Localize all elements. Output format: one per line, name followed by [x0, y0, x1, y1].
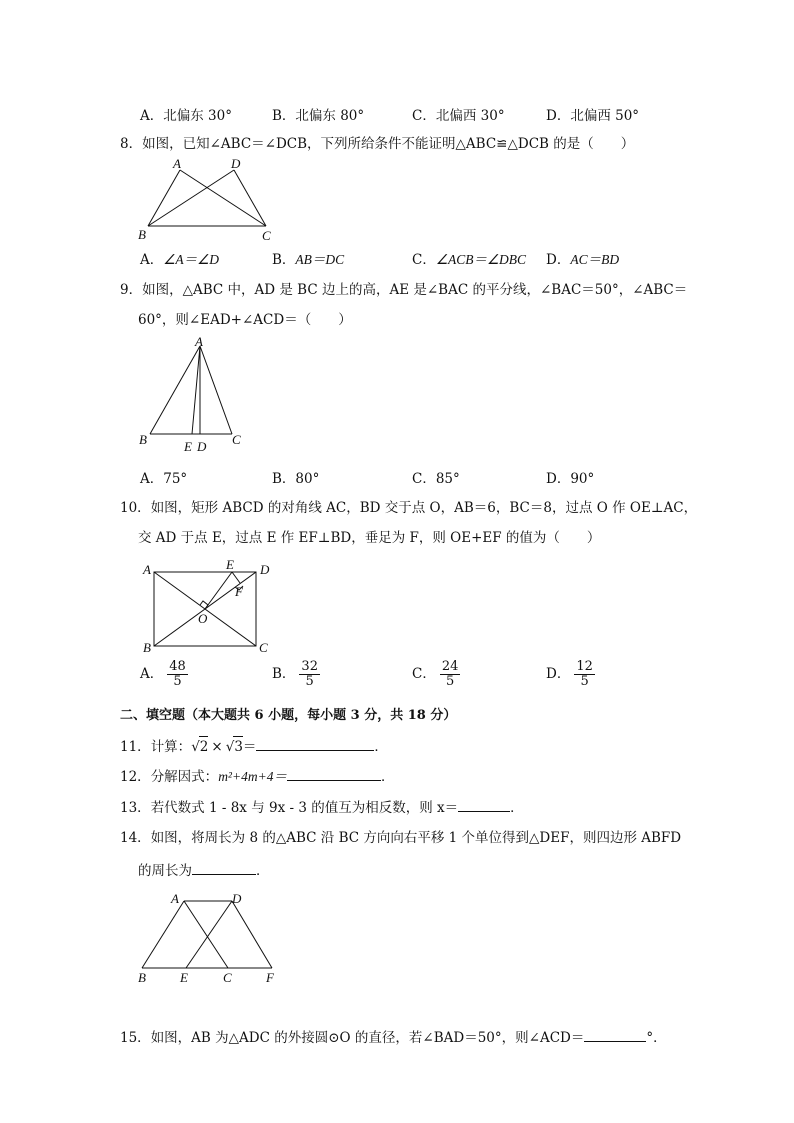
sqrt-3: √3 — [226, 739, 243, 755]
q8-option-c: C．∠ACB＝∠DBC — [412, 252, 527, 268]
q11: 11．计算：√2 × √3＝ ． — [120, 736, 388, 757]
q14-answer-blank[interactable] — [192, 860, 256, 875]
sqrt-2: √2 — [191, 739, 208, 755]
q10-option-c: C． $\frac{24}{5}$ — [412, 659, 459, 689]
q14-label-e: E — [180, 970, 188, 985]
q9-option-b: B．80° — [272, 471, 320, 487]
q13: 13．若代数式 1 - 8x 与 9x - 3 的值互为相反数，则 x＝ ． — [120, 797, 524, 818]
q9-option-c: C．85° — [412, 471, 460, 487]
q9-stem-line2: 60°，则∠EAD+∠ACD＝（ ） — [138, 312, 352, 328]
q15: 15．如图，AB 为△ADC 的外接圆⊙O 的直径，若∠BAD＝50°，则∠ACD＝ °． — [120, 1027, 667, 1048]
q13-answer-blank[interactable] — [458, 797, 510, 812]
q14-seg-ac — [184, 901, 228, 968]
q10-seg-oe — [205, 572, 232, 609]
q11-answer-blank[interactable] — [256, 736, 374, 751]
fraction: $\frac{24}{5}$ — [441, 659, 459, 689]
q14-label-a: A — [171, 891, 179, 906]
q8-seg-ac — [180, 170, 266, 226]
q7-option-d: D．北偏西 50° — [546, 108, 640, 124]
q9-label-b: B — [139, 432, 147, 447]
q9-seg-ae — [192, 346, 200, 434]
q9-label-d: D — [197, 439, 207, 454]
fraction: $\frac{32}{5}$ — [301, 659, 318, 689]
q8-label-d: D — [231, 156, 241, 171]
q9-figure — [136, 336, 256, 456]
q9-label-c: C — [232, 432, 241, 447]
q10-stem-line1: 10．如图，矩形 ABCD 的对角线 AC，BD 交于点 O，AB＝6，BC＝8，过点 O 作 OE⊥AC， — [120, 500, 698, 516]
q8-option-a: A．∠A＝∠D — [140, 252, 219, 268]
q8-option-d: D．AC＝BD — [546, 252, 620, 268]
q14-seg-ab — [142, 901, 184, 968]
q7-option-a: A．北偏东 30° — [140, 108, 232, 124]
q9-seg-ac — [200, 346, 232, 434]
q8-seg-bd — [148, 170, 234, 226]
q10-label-e: E — [226, 557, 234, 572]
q14-seg-de — [186, 901, 232, 968]
q9-stem-line1: 9．如图，△ABC 中，AD 是 BC 边上的高，AE 是∠BAC 的平分线，∠BAC＝50°，∠ABC＝ — [120, 282, 688, 298]
q10-label-f: F — [235, 584, 243, 599]
q8-figure — [130, 156, 280, 246]
q10-label-c: C — [259, 640, 268, 655]
q10-figure — [140, 557, 280, 660]
q9-option-a: A．75° — [140, 471, 188, 487]
q8-option-b: B．AB＝DC — [272, 252, 345, 268]
q10-label-o: O — [198, 611, 208, 626]
q10-label-d: D — [260, 562, 270, 577]
fraction: $\frac{12}{5}$ — [576, 659, 593, 689]
q9-label-e: E — [184, 439, 192, 454]
q14-label-c: C — [223, 970, 232, 985]
q12-answer-blank[interactable] — [287, 766, 381, 781]
q10-seg-ef — [232, 572, 240, 583]
q9-option-d: D．90° — [546, 471, 595, 487]
q15-answer-blank[interactable] — [584, 1027, 646, 1042]
q9-seg-ab — [150, 346, 200, 434]
fraction: $\frac{48}{5}$ — [169, 659, 186, 689]
q10-label-a: A — [143, 562, 151, 577]
q10-option-a: A． $\frac{48}{5}$ — [140, 659, 186, 689]
q7-option-c: C．北偏西 30° — [412, 108, 505, 124]
q14-seg-df — [232, 901, 272, 968]
q8-stem: 8．如图，已知∠ABC＝∠DCB，下列所给条件不能证明△ABC≌△DCB 的是（ ） — [120, 136, 635, 152]
q14-label-f: F — [266, 970, 274, 985]
q12: 12．分解因式：m²+4m+4＝ ． — [120, 766, 394, 787]
q10-stem-line2: 交 AD 于点 E，过点 E 作 EF⊥BD，垂足为 F，则 OE+EF 的值为（ ） — [138, 530, 601, 546]
q10-option-d: D． $\frac{12}{5}$ — [546, 659, 593, 689]
q8-label-b: B — [138, 227, 146, 242]
q8-label-c: C — [262, 228, 271, 243]
q8-seg-dc — [234, 170, 266, 226]
q10-option-b: B． $\frac{32}{5}$ — [272, 659, 318, 689]
q9-label-a: A — [195, 334, 203, 349]
q7-option-b: B．北偏东 80° — [272, 108, 365, 124]
q10-label-b: B — [143, 640, 151, 655]
q8-seg-ba — [148, 170, 180, 226]
q14-label-b: B — [138, 970, 146, 985]
q14-figure — [132, 888, 282, 988]
q14-stem-line1: 14．如图，将周长为 8 的△ABC 沿 BC 方向向右平移 1 个单位得到△DEF，则四边形 ABFD — [120, 830, 682, 846]
q14-label-d: D — [232, 891, 242, 906]
q14-stem-line2: 的周长为 ． — [138, 860, 270, 881]
q8-label-a: A — [173, 156, 181, 171]
section-title-fill-in: 二、填空题（本大题共 6 小题，每小题 3 分，共 18 分） — [120, 708, 457, 723]
